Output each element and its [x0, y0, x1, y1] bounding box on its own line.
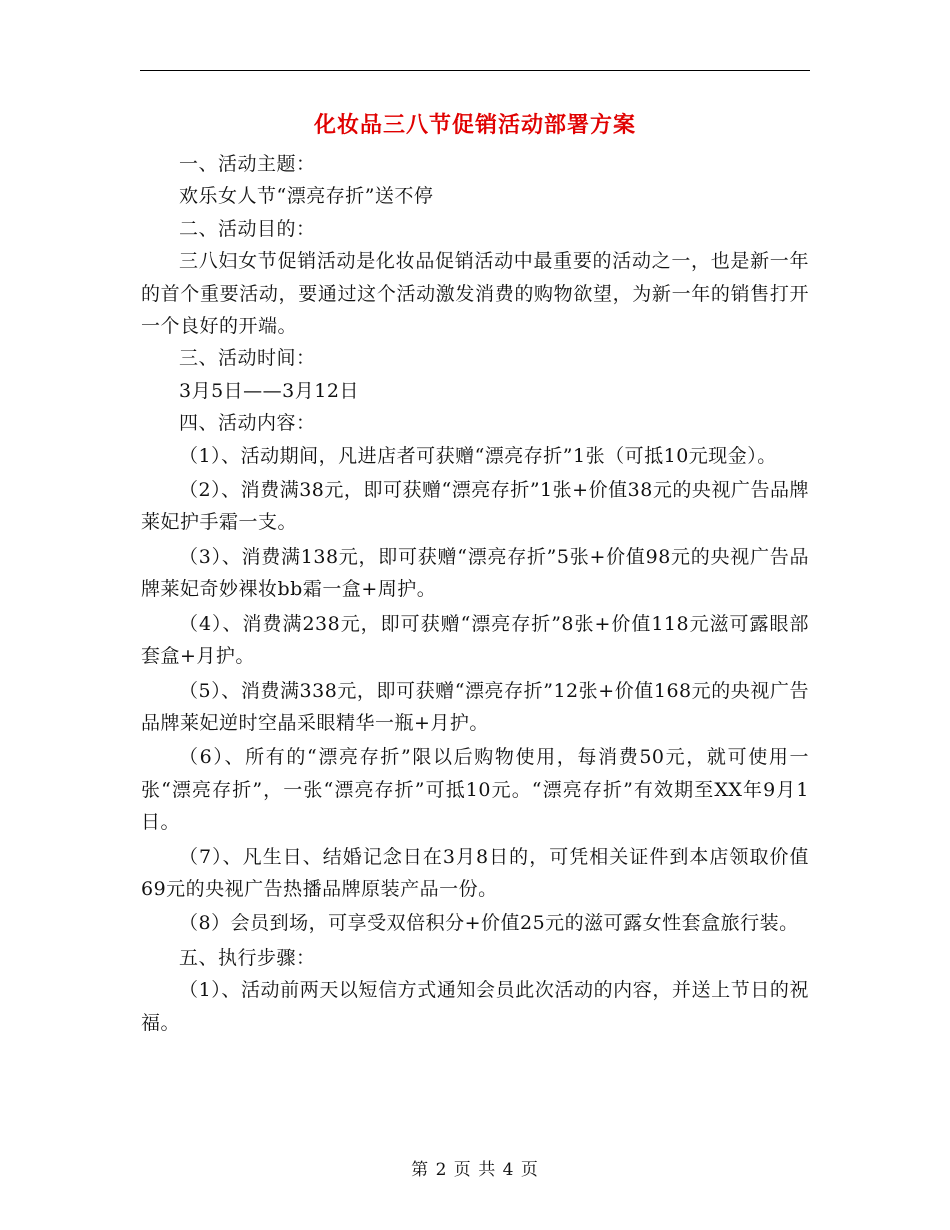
step-item: （1）、活动前两天以短信方式通知会员此次活动的内容，并送上节日的祝福。 — [141, 979, 809, 1034]
content-item: （8）会员到场，可享受双倍积分+价值25元的滋可露女性套盒旅行装。 — [179, 912, 799, 935]
time-text: 3月5日——3月12日 — [179, 379, 359, 402]
content-item: （2）、消费满38元，即可获赠“漂亮存折”1张+价值38元的央视广告品牌莱妃护手霜一支。 — [141, 479, 809, 534]
content-item: （3）、消费满138元，即可获赠“漂亮存折”5张+价值98元的央视广告品牌莱妃奇妙裸妆bb霜一盒+周护。 — [141, 545, 809, 601]
section-heading-steps: 五、执行步骤： — [179, 946, 316, 969]
content-item: （4）、消费满238元，即可获赠“漂亮存折”8张+价值118元滋可露眼部套盒+月护。 — [141, 612, 809, 668]
content-item: （1）、活动期间，凡进店者可获赠“漂亮存折”1张（可抵10元现金）。 — [179, 444, 777, 467]
page-footer — [0, 1155, 950, 1180]
header-rule — [140, 70, 810, 71]
content-item: （5）、消费满338元，即可获赠“漂亮存折”12张+价值168元的央视广告品牌莱妃逆时空晶采眼精华一瓶+月护。 — [141, 679, 809, 734]
document-body — [141, 148, 809, 1041]
content-item: （7）、凡生日、结婚记念日在3月8日的，可凭相关证件到本店领取价值69元的央视广告热播品牌原装产品一份。 — [141, 845, 809, 900]
document-title: 化妆品三八节促销活动部署方案 — [313, 113, 636, 138]
content-item: （6）、所有的“漂亮存折”限以后购物使用，每消费50元，就可使用一张“漂亮存折”，一张“漂亮存折”可抵10元。“漂亮存折”有效期至XX年9月1日。 — [141, 746, 809, 834]
theme-text: 欢乐女人节“漂亮存折”送不停 — [179, 185, 434, 208]
section-heading-time: 三、活动时间： — [179, 347, 316, 370]
section-heading-theme: 一、活动主题： — [179, 153, 316, 175]
section-heading-purpose: 二、活动目的： — [179, 217, 316, 240]
purpose-text: 三八妇女节促销活动是化妆品促销活动中最重要的活动之一，也是新一年的首个重要活动，要通过这个活动激发消费的购物欲望，为新一年的销售打开一个良好的开端。 — [141, 250, 809, 338]
section-heading-content: 四、活动内容： — [179, 412, 316, 435]
page-number-label: 第 2 页 共 4 页 — [411, 1160, 539, 1180]
